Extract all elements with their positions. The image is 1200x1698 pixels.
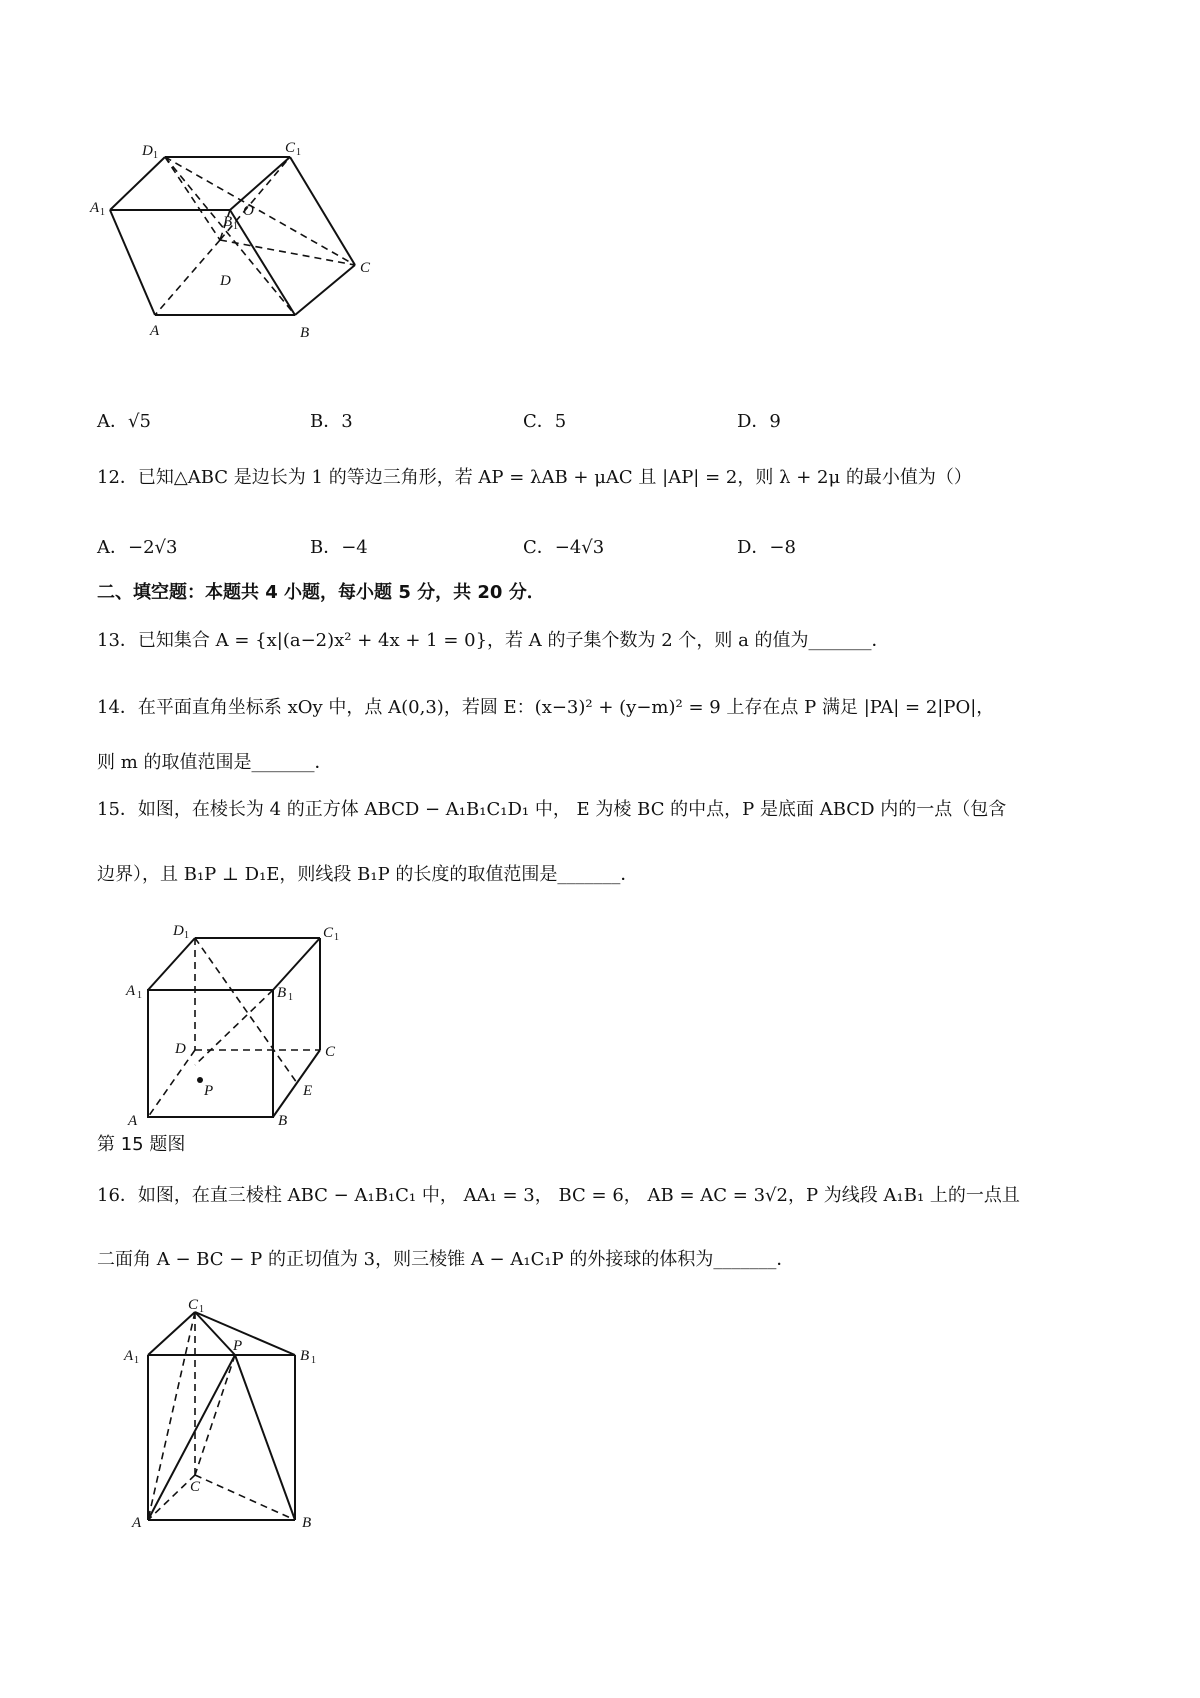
section-2-heading: 二、填空题：本题共 4 小题，每小题 5 分，共 20 分． <box>97 582 545 603</box>
fig15-label-E: E <box>303 1083 313 1099</box>
fig16-label-B1: B <box>300 1348 310 1364</box>
figure-q15-cube <box>120 915 370 1125</box>
fig15-label-P: P <box>204 1083 214 1099</box>
svg-text:1: 1 <box>334 932 339 943</box>
q12-option-a: A．−2√3 <box>97 537 178 558</box>
question-15-line-2: 边界），且 B₁P ⊥ D₁E，则线段 B₁P 的长度的取值范围是_______． <box>97 864 639 885</box>
figure-15-caption: 第 15 题图 <box>97 1134 186 1155</box>
fig11-label-B: B <box>300 325 310 341</box>
fig15-label-D1: D <box>173 923 184 939</box>
fig16-label-C1: C <box>188 1297 199 1313</box>
fig11-label-C: C <box>360 260 371 276</box>
q11-option-a: A．√5 <box>97 411 151 432</box>
question-16-line-2: 二面角 A − BC − P 的正切值为 3，则三棱锥 A − A₁C₁P 的外接球的体积为_______． <box>97 1249 795 1270</box>
q11-option-d: D．9 <box>737 411 781 432</box>
fig11-label-A1: A <box>90 200 100 216</box>
fig15-label-C1: C <box>323 925 334 941</box>
fig15-label-B: B <box>278 1113 288 1125</box>
svg-text:1: 1 <box>288 992 293 1003</box>
svg-text:1: 1 <box>199 1304 204 1315</box>
q12-option-d: D．−8 <box>737 537 796 558</box>
fig15-label-A1: A <box>126 983 136 999</box>
svg-text:1: 1 <box>296 147 301 158</box>
q11-option-b: B．3 <box>310 411 353 432</box>
fig11-label-C1: C <box>285 140 296 156</box>
fig11-label-D: D <box>220 273 231 289</box>
figure-q11-parallelepiped <box>85 130 395 360</box>
question-12: 12．已知△ABC 是边长为 1 的等边三角形，若 AP = λAB + μAC 且 |AP| = 2，则 λ + 2μ 的最小值为（） <box>97 467 972 488</box>
fig15-label-C: C <box>325 1044 336 1060</box>
q12-option-c: C．−4√3 <box>523 537 605 558</box>
svg-text:1: 1 <box>184 930 189 941</box>
fig15-label-B1: B <box>277 985 287 1001</box>
fig15-label-D: D <box>175 1041 186 1057</box>
fig16-label-A1: A <box>124 1348 134 1364</box>
figure-q16-prism <box>120 1295 360 1535</box>
fig11-label-O: O <box>243 203 254 219</box>
svg-text:1: 1 <box>100 207 105 218</box>
q12-option-b: B．−4 <box>310 537 368 558</box>
question-15-line-1: 15．如图，在棱长为 4 的正方体 ABCD − A₁B₁C₁D₁ 中， E 为棱 BC 的中点，P 是底面 ABCD 内的一点（包含 <box>97 799 1007 820</box>
svg-text:1: 1 <box>153 150 158 161</box>
q11-option-c: C．5 <box>523 411 567 432</box>
fig11-label-B1: B <box>223 214 233 230</box>
question-13: 13．已知集合 A = {x|(a−2)x² + 4x + 1 = 0}，若 A 的子集个数为 2 个，则 a 的值为_______． <box>97 630 890 651</box>
fig11-label-A: A <box>150 323 160 339</box>
svg-text:1: 1 <box>134 1355 139 1366</box>
question-14-line-1: 14．在平面直角坐标系 xOy 中，点 A(0,3)，若圆 E：(x−3)² + (y−m)² = 9 上存在点 P 满足 |PA| = 2|PO|， <box>97 697 995 718</box>
svg-text:1: 1 <box>233 221 238 232</box>
fig15-label-A: A <box>128 1113 138 1125</box>
fig16-label-B: B <box>302 1515 312 1531</box>
question-14-line-2: 则 m 的取值范围是_______． <box>97 752 333 773</box>
svg-text:1: 1 <box>137 990 142 1001</box>
fig16-label-C: C <box>190 1479 201 1495</box>
fig11-label-D1: D <box>142 143 153 159</box>
svg-text:1: 1 <box>311 1355 316 1366</box>
question-16-line-1: 16．如图，在直三棱柱 ABC − A₁B₁C₁ 中， AA₁ = 3， BC = 6， AB = AC = 3√2，P 为线段 A₁B₁ 上的一点且 <box>97 1185 1020 1206</box>
fig16-label-P: P <box>233 1338 243 1354</box>
fig16-label-A: A <box>132 1515 142 1531</box>
